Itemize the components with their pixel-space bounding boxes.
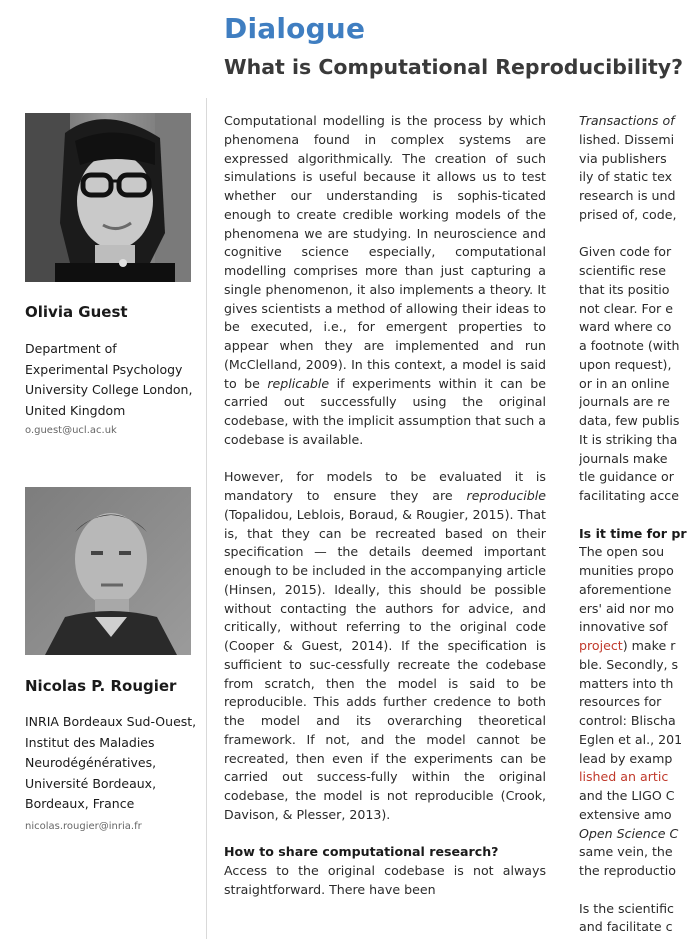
text-line: that its positio xyxy=(579,281,670,297)
text-line: The open sou xyxy=(579,544,665,560)
text-line: Is it time for pr xyxy=(579,525,687,541)
text-line: and the LIGO C xyxy=(579,788,675,803)
emphasis-text: reproducible xyxy=(466,488,546,503)
affiliation-line: Department of xyxy=(25,341,117,356)
text-run: However, for models to be evaluated it is mandatory to ensure they are xyxy=(224,469,546,503)
emphasis-text: replicable xyxy=(267,375,330,391)
section-kicker: Dialogue xyxy=(224,12,366,45)
text-line: scientific rese xyxy=(579,263,666,278)
section-heading: How to share computational research? xyxy=(224,844,499,860)
article-body-column-clipped xyxy=(579,112,687,939)
affiliation-line: University College London, xyxy=(25,382,193,397)
text-line: aforementione xyxy=(579,581,672,597)
author-affiliation xyxy=(25,712,205,815)
author-email[interactable]: o.guest@ucl.ac.uk xyxy=(25,425,117,436)
text-line: It is striking tha xyxy=(579,431,678,447)
paragraph-gap xyxy=(579,506,687,525)
text-line: ble. Secondly, s xyxy=(579,656,679,672)
body-paragraph xyxy=(224,468,546,824)
article-title: What is Computational Reproducibility? xyxy=(224,55,684,79)
column-text xyxy=(579,112,687,937)
text-line: data, few publis xyxy=(579,413,680,428)
text-line: the reproductio xyxy=(579,863,676,878)
paragraph-gap xyxy=(579,881,687,900)
text-line: Given code for xyxy=(579,244,672,260)
text-line: extensive amo xyxy=(579,806,672,822)
author-photo-olivia-guest xyxy=(25,113,191,282)
text-line: ily of static tex xyxy=(579,169,673,185)
text-line: ward where co xyxy=(579,319,672,335)
text-line: via publishers xyxy=(579,150,667,166)
article-body-column xyxy=(224,112,546,900)
text-run: if experiments within it can be carried out successfully using the original codebase, with the implicit assumption that such a codebase is available. xyxy=(224,375,546,447)
author-name: Olivia Guest xyxy=(25,303,128,321)
text-line: tle guidance or xyxy=(579,469,674,485)
body-paragraph xyxy=(224,112,546,450)
text-line: control: Blischa xyxy=(579,713,676,728)
text-line: a footnote (with xyxy=(579,338,680,353)
body-paragraph: Access to the original codebase is not always straightforward. There have been xyxy=(224,863,546,897)
text-line: lished an artic xyxy=(579,769,669,785)
affiliation-line: Institut des Maladies xyxy=(25,734,155,750)
affiliation-line: Experimental Psychology xyxy=(25,361,183,377)
text-line: lished. Dissemi xyxy=(579,131,675,147)
text-line: prised of, code, xyxy=(579,206,677,222)
text-line: same vein, the xyxy=(579,844,673,860)
column-divider xyxy=(206,98,207,939)
text-line: Open Science C xyxy=(579,825,679,841)
text-line: ers' aid nor mo xyxy=(579,600,675,616)
text-run: (Topalidou, Leblois, Boraud, & Rougier, 2015). That is, that they can be recreated based on their specification — the details deemed important enough to be included in the accompanying article (Hinsen, 2015). Ideally, this should be possible without contacting the authors for advice, and critically, without referring to the original code (Cooper & Guest, 2014). If the specification is sufficient to suc-cessfully recreate the codebase from scratch, then the model is said to be reproducible. This adds further credence to both the model and its overarching theoretical framework. If not, and the model cannot be recreated, then even if the experiments can be carried out success-fully within the original codebase, the model is not reproducible (Crook, Davison, & Plesser, 2013). xyxy=(224,506,546,822)
text-line: not clear. For e xyxy=(579,300,673,316)
author-email[interactable]: nicolas.rougier@inria.fr xyxy=(25,821,142,832)
text-line: journals are re xyxy=(579,394,670,410)
text-line: innovative sof xyxy=(579,619,668,635)
text-line: upon request), xyxy=(579,356,672,372)
text-line: Transactions of xyxy=(579,113,675,128)
text-line xyxy=(579,637,687,656)
text-line: or in an online xyxy=(579,375,670,391)
affiliation-line: Neurodégénératives, xyxy=(25,755,157,770)
text-line: munities propo xyxy=(579,563,674,578)
text-line: research is und xyxy=(579,188,676,203)
text-run: ) make r xyxy=(622,638,676,653)
author-photo-nicolas-rougier xyxy=(25,487,191,655)
text-line: resources for xyxy=(579,694,662,710)
affiliation-line: INRIA Bordeaux Sud-Ouest, xyxy=(25,714,197,729)
text-line: matters into th xyxy=(579,675,674,691)
author-name: Nicolas P. Rougier xyxy=(25,677,177,695)
text-line: Eglen et al., 201 xyxy=(579,731,683,747)
text-line: facilitating acce xyxy=(579,488,679,503)
paragraph-gap xyxy=(579,225,687,244)
text-line: lead by examp xyxy=(579,750,673,766)
text-line: and facilitate c xyxy=(579,919,673,935)
affiliation-line: United Kingdom xyxy=(25,402,126,418)
text-line: journals make xyxy=(579,450,668,466)
text-line: Is the scientific xyxy=(579,900,674,916)
affiliation-line: Université Bordeaux, xyxy=(25,775,157,791)
affiliation-line: Bordeaux, France xyxy=(25,796,135,811)
text-run: Computational modelling is the process by which phenomena found in complex systems are expressed algorithmically. The creation of such simulations is useful because it allows us to test whether our understanding is sophis-ticated enough to create credible working models of the phenomena we are studying. In neuroscience and cognitive science especially, computational modelling comprises more than just capturing a single phenomenon, it also implements a theory. It gives scientists a method of allowing their ideas to be executed, i.e., for emergent properties to appear when they are implemented and run (McClelland, 2009). In this context, a model is said to be xyxy=(224,113,546,391)
author-affiliation xyxy=(25,339,205,421)
link-text[interactable]: project xyxy=(579,638,623,653)
